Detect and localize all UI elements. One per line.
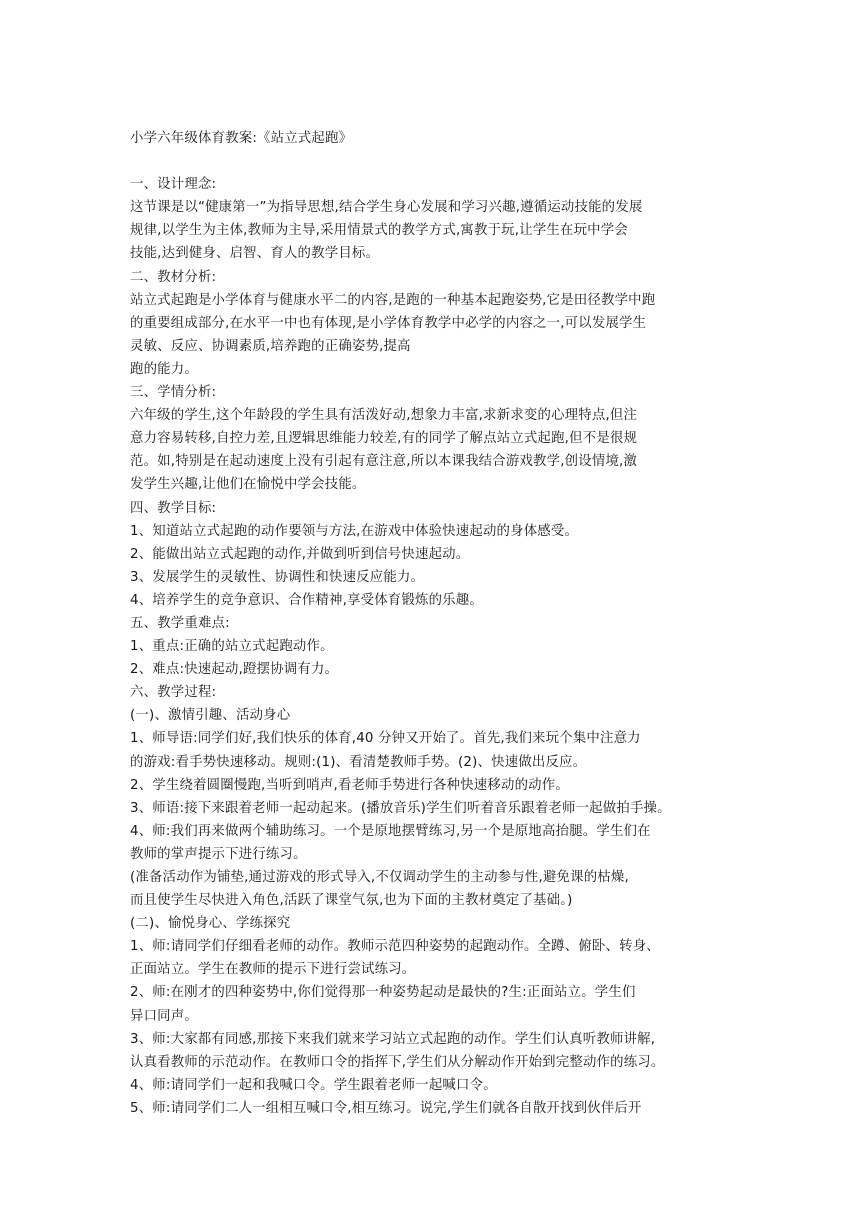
text-line: 意力容易转移,自控力差,且逻辑思维能力较差,有的同学了解点站立式起跑,但不是很规 [130,431,638,447]
text-line: 认真看教师的示范动作。在教师口令的指挥下,学生们从分解动作开始到完整动作的练习。 [130,1054,665,1070]
text-line: 1、师导语:同学们好,我们快乐的体育,40 分钟又开始了。首先,我们来玩个集中注意力 [130,731,641,747]
text-line: 而且使学生尽快进入角色,活跃了课堂气氛,也为下面的主教材奠定了基础。) [130,893,573,909]
text-line: 1、师:请同学们仔细看老师的动作。教师示范四种姿势的起跑动作。全蹲、俯卧、转身、 [130,939,660,955]
text-line: 三、学情分析: [130,385,217,401]
text-line: 教师的掌声提示下进行练习。 [130,846,307,862]
document-title: 小学六年级体育教案:《站立式起跑》 [130,131,353,146]
text-line: 4、培养学生的竞争意识、合作精神,享受体育锻炼的乐趣。 [130,592,483,608]
document-page [130,127,730,1120]
text-line: 2、师:在刚才的四种姿势中,你们觉得那一种姿势起动是最快的?生:正面站立。学生们 [130,985,636,1001]
text-line: 四、教学目标: [130,500,217,516]
text-line: 二、教材分析: [130,269,217,285]
text-line: (二)、愉悦身心、学练探究 [130,916,291,932]
text-line: (一)、激情引趣、活动身心 [130,708,291,724]
text-line: 3、师:大家都有同感,那接下来我们就来学习站立式起跑的动作。学生们认真听教师讲解, [130,1031,656,1047]
document-body [130,173,730,1120]
text-line: 五、教学重难点: [130,615,230,631]
text-line: 的游戏:看手势快速移动。规则:(1)、看清楚教师手势。(2)、快速做出反应。 [130,754,587,770]
text-line: 正面站立。学生在教师的提示下进行尝试练习。 [130,962,416,978]
text-line: 范。如,特别是在起动速度上没有引起有意注意,所以本课我结合游戏教学,创设情境,激 [130,454,638,470]
text-line: 异口同声。 [130,1008,198,1024]
text-line: 5、师:请同学们二人一组相互喊口令,相互练习。说完,学生们就各自散开找到伙伴后开 [130,1100,642,1116]
text-line: 跑的能力。 [130,361,198,377]
text-line: 1、知道站立式起跑的动作要领与方法,在游戏中体验快速起动的身体感受。 [130,523,579,539]
text-line: 六年级的学生,这个年龄段的学生具有活泼好动,想象力丰富,求新求变的心理特点,但注 [130,408,638,424]
text-line: 2、学生绕着圆圈慢跑,当听到哨声,看老师手势进行各种快速移动的动作。 [130,777,569,793]
text-line: 规律,以学生为主体,教师为主导,采用情景式的教学方式,寓教于玩,让学生在玩中学会 [130,223,628,239]
text-line: 3、师语:接下来跟着老师一起动起来。(播放音乐)学生们听着音乐跟着老师一起做拍手操。 [130,800,671,816]
text-line: 站立式起跑是小学体育与健康水平二的内容,是跑的一种基本起跑姿势,它是田径教学中跑 [130,292,656,308]
text-line: 一、设计理念: [130,177,217,193]
text-line: 4、师:我们再来做两个辅助练习。一个是原地摆臂练习,另一个是原地高抬腿。学生们在 [130,823,651,839]
text-line: 2、难点:快速起动,蹬摆协调有力。 [130,662,339,678]
text-line: 1、重点:正确的站立式起跑动作。 [130,639,334,655]
text-line: 技能,达到健身、启智、育人的教学目标。 [130,246,380,262]
text-line: 这节课是以“健康第一”为指导思想,结合学生身心发展和学习兴趣,遵循运动技能的发展 [130,200,643,216]
text-line: 灵敏、反应、协调素质,培养跑的正确姿势,提高 [130,338,411,354]
text-line: 六、教学过程: [130,685,217,701]
text-line: 3、发展学生的灵敏性、协调性和快速反应能力。 [130,569,425,585]
text-line: (准备活动作为铺垫,通过游戏的形式导入,不仅调动学生的主动参与性,避免课的枯燥, [130,870,629,885]
text-line: 发学生兴趣,让他们在愉悦中学会技能。 [130,477,366,493]
text-line: 4、师:请同学们一起和我喊口令。学生跟着老师一起喊口令。 [130,1077,497,1093]
text-line: 2、能做出站立式起跑的动作,并做到听到信号快速起动。 [130,546,470,562]
text-line: 的重要组成部分,在水平一中也有体现,是小学体育教学中必学的内容之一,可以发展学生 [130,315,647,331]
